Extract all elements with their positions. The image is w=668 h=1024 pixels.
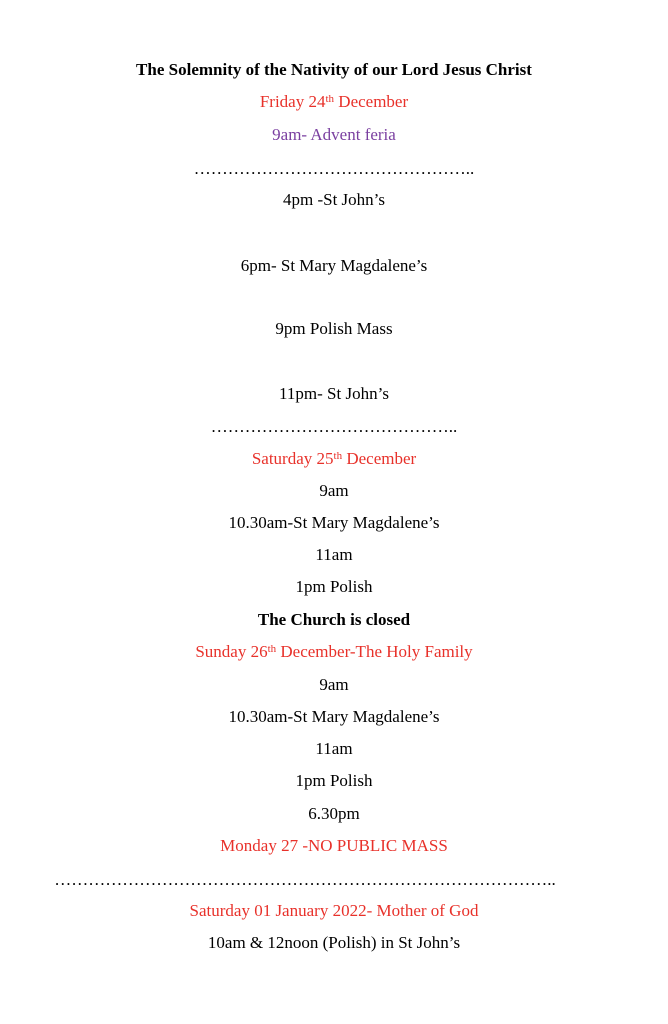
mass-time-sun-630pm: 6.30pm [308, 804, 360, 823]
mass-time-fri-6pm: 6pm- St Mary Magdalene’s [240, 256, 428, 275]
dotted-divider: …………………………………….. [210, 417, 458, 436]
friday-date: Friday 24 [259, 92, 326, 111]
sunday-date: Sunday 26 [195, 642, 268, 661]
mass-time-fri-4pm: 4pm -St John’s [282, 190, 386, 209]
saturday-heading [0, 448, 668, 470]
mass-time-fri-11pm: 11pm- St John’s [279, 384, 389, 403]
mass-time-sun-1030am: 10.30am-St Mary Magdalene’s [228, 707, 440, 726]
saturday-month: December [342, 449, 417, 468]
new-year-mass-times: 10am & 12noon (Polish) in St John’s [207, 933, 461, 952]
friday-ordinal: th [325, 93, 335, 105]
advent-feria-line: 9am- Advent feria [272, 125, 396, 144]
mass-time-sun-1pm: 1pm Polish [295, 771, 373, 790]
sunday-ordinal: th [267, 643, 277, 655]
sunday-title: December-The Holy Family [276, 642, 473, 661]
mass-time-fri-9pm: 9pm Polish Mass [275, 319, 393, 338]
mass-time-sun-11am: 11am [315, 739, 353, 758]
monday-notice: Monday 27 -NO PUBLIC MASS [220, 836, 448, 855]
saturday-date: Saturday 25 [251, 449, 334, 468]
new-year-heading: Saturday 01 January 2022- Mother of God [189, 901, 479, 920]
sunday-heading [0, 641, 668, 663]
saturday-ordinal: th [333, 450, 343, 462]
dotted-divider-wide: …………………………………………………………………………….. [54, 870, 556, 889]
friday-heading [0, 91, 668, 113]
mass-time-sun-9am: 9am [319, 675, 349, 694]
mass-time-sat-9am: 9am [319, 481, 349, 500]
page-title: The Solemnity of the Nativity of our Lord Jesus Christ [136, 60, 532, 79]
mass-time-sat-11am: 11am [315, 545, 353, 564]
mass-time-sat-1030am: 10.30am-St Mary Magdalene’s [228, 513, 440, 532]
church-closed-notice: The Church is closed [257, 610, 411, 629]
dotted-divider: ………………………………………….. [193, 159, 475, 178]
friday-month: December [334, 92, 409, 111]
mass-time-sat-1pm: 1pm Polish [295, 577, 373, 596]
